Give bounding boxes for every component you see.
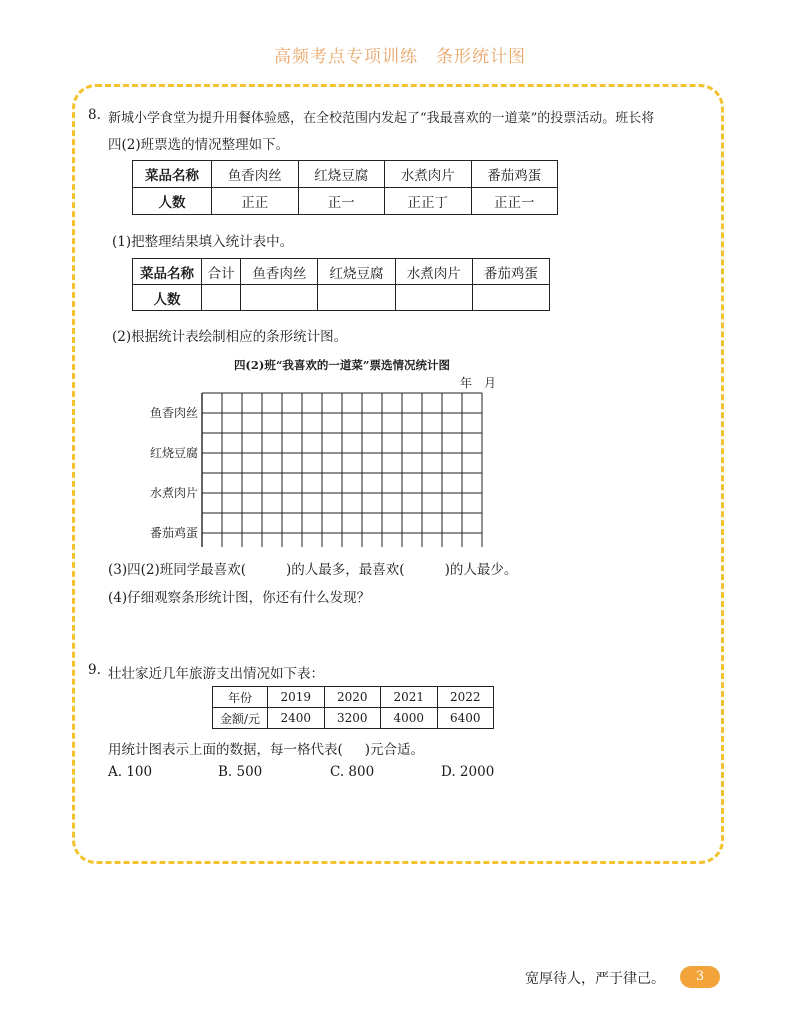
- q8-part3: [108, 558, 517, 578]
- y-category-label: 红烧豆腐: [149, 446, 198, 460]
- part3-text-b: )的人最多，最喜欢(: [286, 562, 405, 578]
- stats-dish-cell: 红烧豆腐: [318, 259, 395, 285]
- stats-answer-cell[interactable]: [472, 285, 549, 311]
- q8-stem-line1: 新城小学食堂为提升用餐体验感，在全校范围内发起了“我最喜欢的一道菜”的投票活动。班长将: [108, 111, 655, 126]
- q9-question-text-b: )元合适。: [364, 742, 425, 758]
- stats-answer-cell[interactable]: [202, 285, 241, 311]
- q9-year-label: 年份: [213, 687, 268, 708]
- page-number-badge: 3: [680, 966, 720, 988]
- tally-mark-cell: 正正丁: [385, 188, 472, 215]
- stats-answer-cell[interactable]: [395, 285, 472, 311]
- q8-part1: (1)把整理结果填入统计表中。: [112, 234, 294, 250]
- bar-chart-grid[interactable]: [130, 355, 510, 547]
- stats-dish-cell: 水煮肉片: [395, 259, 472, 285]
- q9-amount-cell: 2400: [268, 708, 325, 729]
- stats-header-label: 菜品名称: [133, 259, 202, 285]
- q9-year-cell: 2020: [324, 687, 381, 708]
- tally-header-label: 菜品名称: [133, 161, 212, 188]
- tally-mark-cell: 正正: [212, 188, 299, 215]
- q9-amount-label: 金额/元: [213, 708, 268, 729]
- q9-table: [212, 686, 494, 729]
- stats-total-header: 合计: [202, 259, 241, 285]
- y-category-label: 鱼香肉丝: [149, 406, 198, 420]
- page-header-title: 高频考点专项训练 条形统计图: [274, 47, 526, 67]
- footer-motto: 宽厚待人，严于律己。: [525, 971, 665, 987]
- stats-dish-cell: 番茄鸡蛋: [472, 259, 549, 285]
- y-category-label: 水煮肉片: [149, 486, 198, 500]
- q9-year-cell: 2021: [381, 687, 438, 708]
- q9-option-b[interactable]: B. 500: [218, 764, 263, 780]
- q9-question: [108, 738, 424, 758]
- q9-question-text-a: 用统计图表示上面的数据，每一格代表(: [108, 742, 343, 758]
- q9-option-c[interactable]: C. 800: [330, 764, 375, 780]
- q9-amount-cell: 4000: [381, 708, 438, 729]
- stats-answer-cell[interactable]: [318, 285, 395, 311]
- q8-part2: (2)根据统计表绘制相应的条形统计图。: [112, 329, 348, 345]
- tally-mark-cell: 正一: [298, 188, 385, 215]
- tally-mark-cell: 正正一: [471, 188, 558, 215]
- chart-date-label: 年 月: [459, 376, 497, 390]
- q8-stats-table: [132, 258, 550, 311]
- q8-part4: (4)仔细观察条形统计图，你还有什么发现？: [108, 590, 371, 606]
- q9-option-a[interactable]: A. 100: [108, 764, 153, 780]
- tally-dish-cell: 红烧豆腐: [298, 161, 385, 188]
- tally-dish-cell: 水煮肉片: [385, 161, 472, 188]
- q9-amount-cell: 6400: [437, 708, 494, 729]
- part3-text-a: (3)四(2)班同学最喜欢(: [108, 562, 247, 578]
- q9-option-d[interactable]: D. 2000: [441, 764, 495, 780]
- q8-tally-table: [132, 160, 558, 215]
- tally-dish-cell: 番茄鸡蛋: [471, 161, 558, 188]
- q8-stem-line2: 四(2)班票选的情况整理如下。: [108, 137, 290, 153]
- tally-row-label: 人数: [133, 188, 212, 215]
- q8-number: 8.: [88, 107, 101, 123]
- q9-year-cell: 2019: [268, 687, 325, 708]
- q9-amount-cell: 3200: [324, 708, 381, 729]
- q9-year-cell: 2022: [437, 687, 494, 708]
- y-category-label: 番茄鸡蛋: [149, 526, 198, 540]
- q9-stem: 壮壮家近几年旅游支出情况如下表：: [108, 666, 324, 682]
- part3-text-c: )的人最少。: [444, 562, 518, 578]
- stats-answer-cell[interactable]: [241, 285, 318, 311]
- stats-row-label: 人数: [133, 285, 202, 311]
- q9-number: 9.: [88, 662, 101, 678]
- tally-dish-cell: 鱼香肉丝: [212, 161, 299, 188]
- chart-title: 四(2)班“我喜欢的一道菜”票选情况统计图: [233, 358, 451, 372]
- stats-dish-cell: 鱼香肉丝: [241, 259, 318, 285]
